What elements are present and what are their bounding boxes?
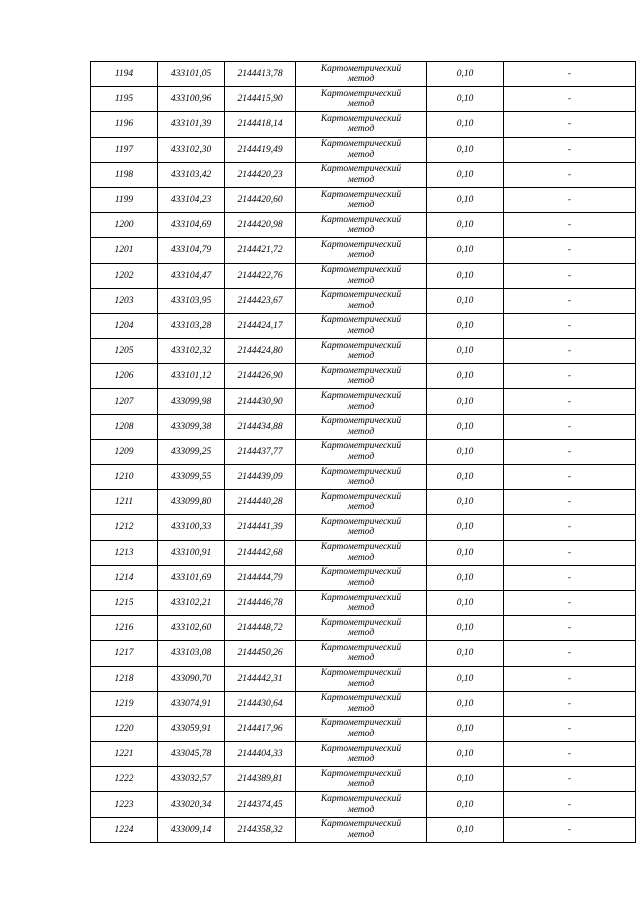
method-line-1: Картометрический [320,441,402,452]
accuracy-cell: 0,10 [427,62,504,87]
note-cell: - [504,288,636,313]
note-cell: - [504,313,636,338]
accuracy-cell: 0,10 [427,339,504,364]
method-line-2: метод [347,225,375,236]
point-number-cell: 1199 [91,187,158,212]
y-coordinate-cell: 2144404,33 [225,742,296,767]
x-coordinate-cell: 433104,23 [158,187,225,212]
point-number-cell: 1210 [91,465,158,490]
table-row [91,313,636,338]
method-line-1: Картометрический [320,592,402,603]
point-number-cell: 1202 [91,263,158,288]
method-line-1: Картометрический [320,265,402,276]
y-coordinate-cell: 2144423,67 [225,288,296,313]
table-row [91,590,636,615]
method-cell [296,465,427,490]
y-coordinate-cell: 2144424,17 [225,313,296,338]
method-cell [296,112,427,137]
table-row [91,213,636,238]
x-coordinate-cell: 433099,25 [158,439,225,464]
table-row [91,414,636,439]
method-line-2: метод [347,527,375,538]
x-coordinate-cell: 433104,69 [158,213,225,238]
table-row [91,465,636,490]
point-number-cell: 1211 [91,490,158,515]
accuracy-cell: 0,10 [427,313,504,338]
method-cell [296,565,427,590]
table-row [91,187,636,212]
method-cell [296,691,427,716]
method-cell [296,137,427,162]
table-row [91,767,636,792]
method-line-2: метод [347,401,375,412]
y-coordinate-cell: 2144419,49 [225,137,296,162]
x-coordinate-cell: 433059,91 [158,716,225,741]
method-line-2: метод [347,74,375,85]
method-cell [296,439,427,464]
x-coordinate-cell: 433103,08 [158,641,225,666]
table-row [91,490,636,515]
accuracy-cell: 0,10 [427,515,504,540]
point-number-cell: 1205 [91,339,158,364]
y-coordinate-cell: 2144446,78 [225,590,296,615]
point-number-cell: 1219 [91,691,158,716]
coordinates-table-body [91,62,636,843]
point-number-cell: 1203 [91,288,158,313]
method-line-2: метод [347,653,375,664]
accuracy-cell: 0,10 [427,187,504,212]
method-line-1: Картометрический [320,491,402,502]
method-line-2: метод [347,426,375,437]
method-line-1: Картометрический [320,794,402,805]
method-cell [296,339,427,364]
y-coordinate-cell: 2144418,14 [225,112,296,137]
note-cell: - [504,263,636,288]
table-row [91,742,636,767]
method-line-2: метод [347,451,375,462]
point-number-cell: 1223 [91,792,158,817]
y-coordinate-cell: 2144430,90 [225,389,296,414]
method-line-1: Картометрический [320,391,402,402]
y-coordinate-cell: 2144441,39 [225,515,296,540]
note-cell: - [504,515,636,540]
method-line-2: метод [347,275,375,286]
x-coordinate-cell: 433099,80 [158,490,225,515]
method-line-2: метод [347,628,375,639]
accuracy-cell: 0,10 [427,767,504,792]
accuracy-cell: 0,10 [427,590,504,615]
note-cell: - [504,540,636,565]
table-row [91,389,636,414]
method-line-1: Картометрический [320,340,402,351]
method-line-1: Картометрический [320,743,402,754]
note-cell: - [504,364,636,389]
accuracy-cell: 0,10 [427,288,504,313]
x-coordinate-cell: 433100,96 [158,87,225,112]
method-line-1: Картометрический [320,567,402,578]
method-cell [296,792,427,817]
method-line-1: Картометрический [320,290,402,301]
method-line-1: Картометрический [320,642,402,653]
method-cell [296,364,427,389]
method-line-1: Картометрический [320,819,402,830]
point-number-cell: 1215 [91,590,158,615]
method-line-1: Картометрический [320,718,402,729]
method-line-2: метод [347,577,375,588]
method-line-2: метод [347,728,375,739]
x-coordinate-cell: 433102,21 [158,590,225,615]
y-coordinate-cell: 2144420,23 [225,162,296,187]
method-line-1: Картометрический [320,693,402,704]
y-coordinate-cell: 2144389,81 [225,767,296,792]
point-number-cell: 1201 [91,238,158,263]
accuracy-cell: 0,10 [427,691,504,716]
point-number-cell: 1209 [91,439,158,464]
x-coordinate-cell: 433102,30 [158,137,225,162]
method-cell [296,716,427,741]
method-cell [296,414,427,439]
method-cell [296,616,427,641]
accuracy-cell: 0,10 [427,162,504,187]
point-number-cell: 1218 [91,666,158,691]
accuracy-cell: 0,10 [427,490,504,515]
note-cell: - [504,62,636,87]
method-line-2: метод [347,325,375,336]
x-coordinate-cell: 433074,91 [158,691,225,716]
note-cell: - [504,112,636,137]
method-cell [296,540,427,565]
x-coordinate-cell: 433104,79 [158,238,225,263]
method-cell [296,238,427,263]
method-line-1: Картометрический [320,63,402,74]
table-row [91,691,636,716]
y-coordinate-cell: 2144448,72 [225,616,296,641]
method-line-2: метод [347,829,375,840]
y-coordinate-cell: 2144444,79 [225,565,296,590]
y-coordinate-cell: 2144426,90 [225,364,296,389]
accuracy-cell: 0,10 [427,817,504,842]
accuracy-cell: 0,10 [427,389,504,414]
note-cell: - [504,565,636,590]
method-line-2: метод [347,376,375,387]
table-row [91,716,636,741]
point-number-cell: 1220 [91,716,158,741]
note-cell: - [504,339,636,364]
method-line-2: метод [347,200,375,211]
method-cell [296,490,427,515]
table-row [91,288,636,313]
method-line-1: Картометрический [320,113,402,124]
point-number-cell: 1214 [91,565,158,590]
table-row [91,238,636,263]
y-coordinate-cell: 2144442,31 [225,666,296,691]
accuracy-cell: 0,10 [427,465,504,490]
method-line-1: Картометрический [320,164,402,175]
accuracy-cell: 0,10 [427,439,504,464]
y-coordinate-cell: 2144440,28 [225,490,296,515]
note-cell: - [504,590,636,615]
y-coordinate-cell: 2144420,60 [225,187,296,212]
note-cell: - [504,666,636,691]
note-cell: - [504,465,636,490]
method-line-1: Картометрический [320,189,402,200]
table-row [91,616,636,641]
y-coordinate-cell: 2144430,64 [225,691,296,716]
point-number-cell: 1222 [91,767,158,792]
method-line-2: метод [347,603,375,614]
point-number-cell: 1207 [91,389,158,414]
method-cell [296,213,427,238]
method-line-2: метод [347,804,375,815]
method-cell [296,389,427,414]
x-coordinate-cell: 433045,78 [158,742,225,767]
note-cell: - [504,439,636,464]
method-line-1: Картометрический [320,668,402,679]
x-coordinate-cell: 433103,28 [158,313,225,338]
method-line-2: метод [347,149,375,160]
note-cell: - [504,389,636,414]
y-coordinate-cell: 2144450,26 [225,641,296,666]
x-coordinate-cell: 433100,91 [158,540,225,565]
accuracy-cell: 0,10 [427,137,504,162]
method-line-1: Картометрический [320,315,402,326]
note-cell: - [504,213,636,238]
method-line-2: метод [347,477,375,488]
x-coordinate-cell: 433104,47 [158,263,225,288]
x-coordinate-cell: 433102,60 [158,616,225,641]
accuracy-cell: 0,10 [427,414,504,439]
y-coordinate-cell: 2144415,90 [225,87,296,112]
y-coordinate-cell: 2144422,76 [225,263,296,288]
accuracy-cell: 0,10 [427,540,504,565]
accuracy-cell: 0,10 [427,666,504,691]
method-line-2: метод [347,678,375,689]
table-row [91,641,636,666]
point-number-cell: 1208 [91,414,158,439]
y-coordinate-cell: 2144442,68 [225,540,296,565]
note-cell: - [504,238,636,263]
method-cell [296,767,427,792]
point-number-cell: 1195 [91,87,158,112]
accuracy-cell: 0,10 [427,792,504,817]
y-coordinate-cell: 2144417,96 [225,716,296,741]
method-line-1: Картометрический [320,768,402,779]
method-line-2: метод [347,703,375,714]
method-line-2: метод [347,754,375,765]
table-row [91,112,636,137]
table-row [91,515,636,540]
note-cell: - [504,187,636,212]
method-line-2: метод [347,502,375,513]
accuracy-cell: 0,10 [427,641,504,666]
table-row [91,87,636,112]
method-cell [296,263,427,288]
table-row [91,62,636,87]
method-cell [296,313,427,338]
accuracy-cell: 0,10 [427,565,504,590]
method-line-2: метод [347,779,375,790]
accuracy-cell: 0,10 [427,213,504,238]
accuracy-cell: 0,10 [427,716,504,741]
table-row [91,137,636,162]
point-number-cell: 1224 [91,817,158,842]
x-coordinate-cell: 433090,70 [158,666,225,691]
note-cell: - [504,414,636,439]
note-cell: - [504,641,636,666]
note-cell: - [504,792,636,817]
y-coordinate-cell: 2144424,80 [225,339,296,364]
accuracy-cell: 0,10 [427,238,504,263]
method-line-2: метод [347,174,375,185]
accuracy-cell: 0,10 [427,616,504,641]
x-coordinate-cell: 433102,32 [158,339,225,364]
method-line-1: Картометрический [320,88,402,99]
x-coordinate-cell: 433103,42 [158,162,225,187]
point-number-cell: 1197 [91,137,158,162]
method-cell [296,187,427,212]
y-coordinate-cell: 2144437,77 [225,439,296,464]
accuracy-cell: 0,10 [427,87,504,112]
method-line-2: метод [347,124,375,135]
method-cell [296,641,427,666]
coordinates-table [90,61,636,843]
y-coordinate-cell: 2144439,09 [225,465,296,490]
note-cell: - [504,767,636,792]
x-coordinate-cell: 433032,57 [158,767,225,792]
method-line-1: Картометрический [320,617,402,628]
table-row [91,666,636,691]
y-coordinate-cell: 2144358,32 [225,817,296,842]
x-coordinate-cell: 433020,34 [158,792,225,817]
method-line-2: метод [347,99,375,110]
method-line-1: Картометрический [320,214,402,225]
y-coordinate-cell: 2144420,98 [225,213,296,238]
x-coordinate-cell: 433101,05 [158,62,225,87]
point-number-cell: 1204 [91,313,158,338]
table-row [91,364,636,389]
point-number-cell: 1216 [91,616,158,641]
point-number-cell: 1212 [91,515,158,540]
method-line-1: Картометрический [320,466,402,477]
x-coordinate-cell: 433099,38 [158,414,225,439]
x-coordinate-cell: 433101,12 [158,364,225,389]
method-line-1: Картометрический [320,139,402,150]
method-cell [296,87,427,112]
method-cell [296,590,427,615]
point-number-cell: 1206 [91,364,158,389]
table-row [91,565,636,590]
note-cell: - [504,691,636,716]
method-cell [296,742,427,767]
y-coordinate-cell: 2144413,78 [225,62,296,87]
note-cell: - [504,817,636,842]
x-coordinate-cell: 433099,55 [158,465,225,490]
accuracy-cell: 0,10 [427,364,504,389]
x-coordinate-cell: 433101,69 [158,565,225,590]
method-line-1: Картометрический [320,239,402,250]
point-number-cell: 1198 [91,162,158,187]
x-coordinate-cell: 433103,95 [158,288,225,313]
y-coordinate-cell: 2144374,45 [225,792,296,817]
table-row [91,162,636,187]
x-coordinate-cell: 433101,39 [158,112,225,137]
method-cell [296,817,427,842]
method-cell [296,162,427,187]
method-line-1: Картометрический [320,416,402,427]
accuracy-cell: 0,10 [427,742,504,767]
method-cell [296,288,427,313]
y-coordinate-cell: 2144434,88 [225,414,296,439]
method-line-2: метод [347,300,375,311]
table-row [91,263,636,288]
note-cell: - [504,137,636,162]
method-line-2: метод [347,351,375,362]
point-number-cell: 1221 [91,742,158,767]
point-number-cell: 1213 [91,540,158,565]
method-cell [296,62,427,87]
x-coordinate-cell: 433100,33 [158,515,225,540]
accuracy-cell: 0,10 [427,112,504,137]
table-row [91,817,636,842]
point-number-cell: 1217 [91,641,158,666]
method-line-1: Картометрический [320,516,402,527]
method-line-1: Картометрический [320,542,402,553]
method-line-2: метод [347,250,375,261]
note-cell: - [504,87,636,112]
point-number-cell: 1194 [91,62,158,87]
note-cell: - [504,742,636,767]
y-coordinate-cell: 2144421,72 [225,238,296,263]
method-cell [296,666,427,691]
point-number-cell: 1196 [91,112,158,137]
note-cell: - [504,616,636,641]
method-line-2: метод [347,552,375,563]
point-number-cell: 1200 [91,213,158,238]
table-row [91,792,636,817]
x-coordinate-cell: 433009,14 [158,817,225,842]
table-row [91,439,636,464]
accuracy-cell: 0,10 [427,263,504,288]
table-row [91,339,636,364]
method-line-1: Картометрический [320,365,402,376]
note-cell: - [504,490,636,515]
method-cell [296,515,427,540]
table-row [91,540,636,565]
note-cell: - [504,716,636,741]
note-cell: - [504,162,636,187]
x-coordinate-cell: 433099,98 [158,389,225,414]
